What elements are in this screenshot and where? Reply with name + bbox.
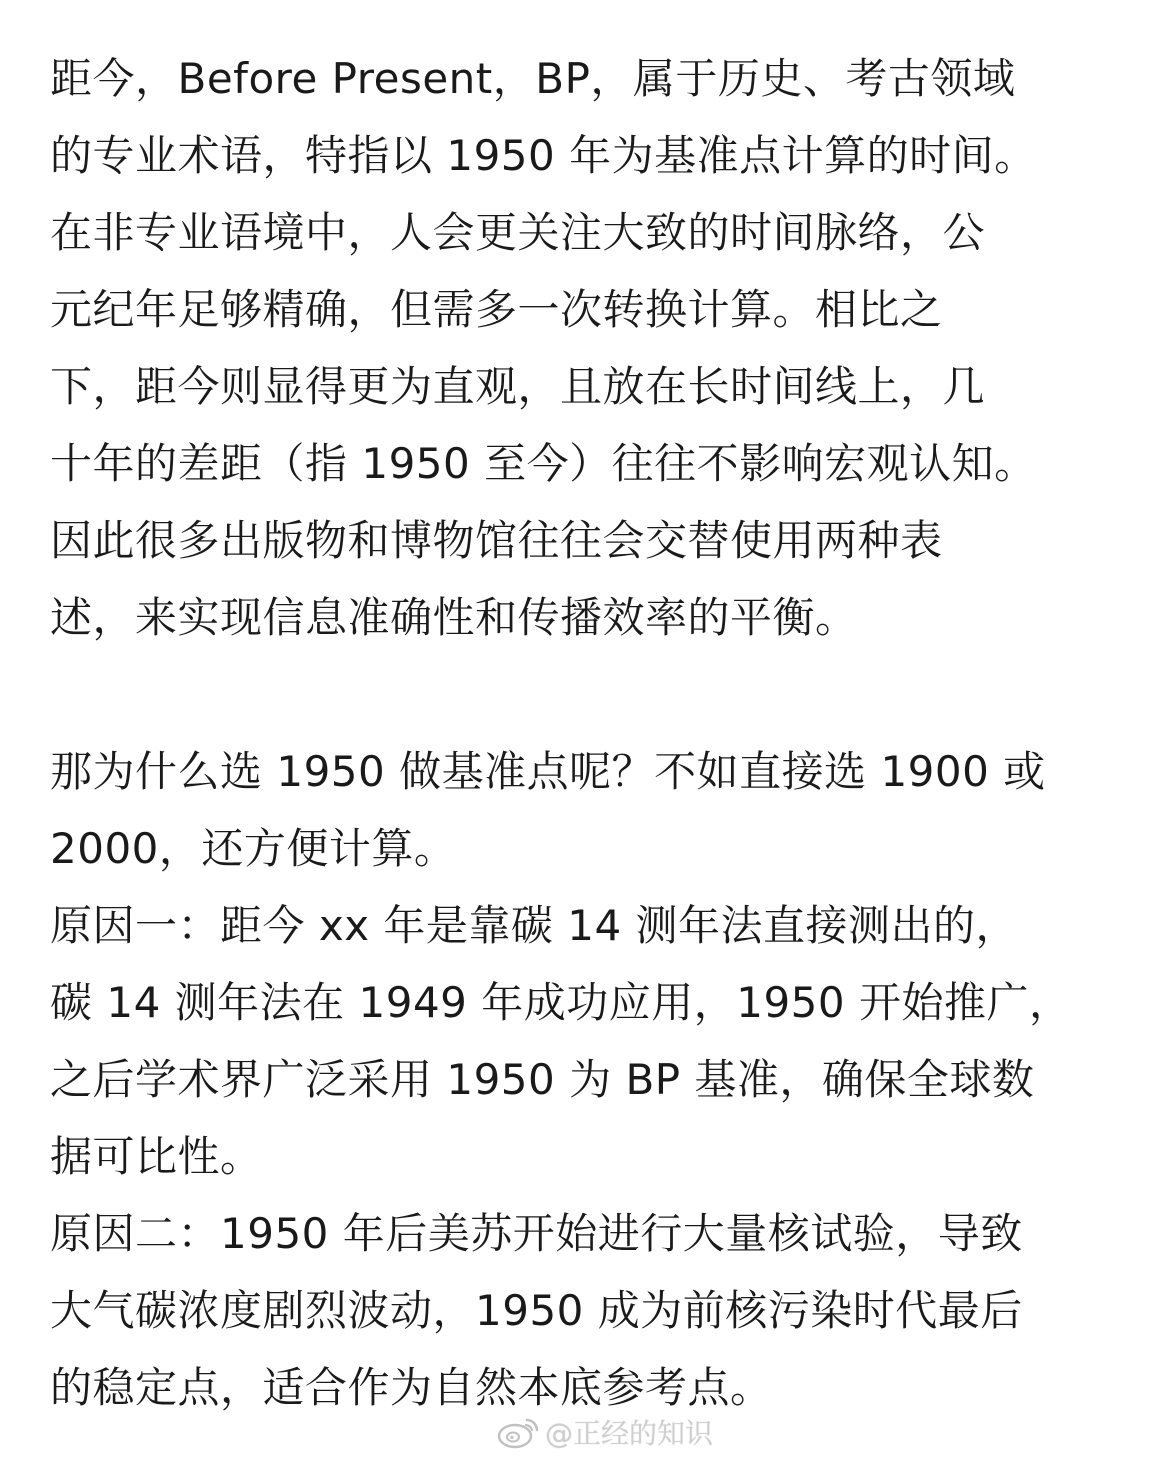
text-line: 的专业术语，特指以 1950 年为基准点计算的时间。 xyxy=(50,131,1037,180)
text-line: 距今，Before Present，BP，属于历史、考古领域 xyxy=(50,54,1016,103)
text-line: 十年的差距（指 1950 至今）往往不影响宏观认知。 xyxy=(50,439,1037,488)
paragraph-spacer xyxy=(50,656,1130,733)
weibo-logo-icon xyxy=(497,1414,541,1450)
text-line: 因此很多出版物和博物馆往往会交替使用两种表 xyxy=(50,516,943,565)
document-body xyxy=(50,40,1130,1426)
text-line: 的稳定点，适合作为自然本底参考点。 xyxy=(50,1363,773,1412)
paragraph-2 xyxy=(50,733,1130,1426)
text-line: 之后学术界广泛采用 1950 为 BP 基准，确保全球数 xyxy=(50,1055,1035,1104)
text-line: 述，来实现信息准确性和传播效率的平衡。 xyxy=(50,593,858,642)
paragraph-1 xyxy=(50,40,1130,656)
text-line: 大气碳浓度剧烈波动，1950 成为前核污染时代最后 xyxy=(50,1286,1023,1335)
text-line: 在非专业语境中，人会更关注大致的时间脉络，公 xyxy=(50,208,986,257)
text-line: 下，距今则显得更为直观，且放在长时间线上，几 xyxy=(50,362,986,411)
text-line: 元纪年足够精确，但需多一次转换计算。相比之 xyxy=(50,285,943,334)
text-line: 2000，还方便计算。 xyxy=(50,824,457,873)
text-line: 那为什么选 1950 做基准点呢？不如直接选 1900 或 xyxy=(50,747,1046,796)
text-line: 据可比性。 xyxy=(50,1132,263,1181)
text-line: 碳 14 测年法在 1949 年成功应用，1950 开始推广， xyxy=(50,978,1072,1027)
text-line: 原因一：距今 xx 年是靠碳 14 测年法直接测出的， xyxy=(50,901,1019,950)
text-line: 原因二：1950 年后美苏开始进行大量核试验，导致 xyxy=(50,1209,1023,1258)
watermark-text: @正经的知识 xyxy=(545,1417,714,1450)
watermark xyxy=(497,1410,713,1454)
